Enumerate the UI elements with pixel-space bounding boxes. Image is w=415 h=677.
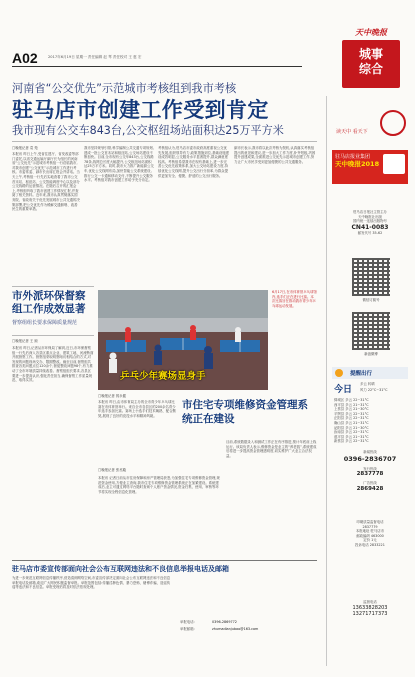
hotline-block [334, 450, 406, 492]
lead-headline: 驻马店市创建工作受到肯定 [12, 98, 269, 122]
notice-phone: 0396-2869772 [212, 620, 237, 624]
promo-badge [383, 154, 405, 174]
misc-line: 邮政编码 463000 [356, 533, 384, 538]
weather-row: 汝南县 多云 22~31°C [334, 430, 369, 435]
weather-sun-icon [335, 369, 343, 377]
notice-body: 为进一步规范互联网信息传播秩序,营造清朗网络空间,市委宣传部决定面向社会公布互联网违法和不良信息举报电话及邮箱,欢迎广大网民积极监督举报。举报范围包括:传播淫秽色情、暴力恐怖、赌博诈骗、造谣传谣等违法和不良信息。举报受理后将及时依法依规处理。 [12, 576, 171, 590]
supervision-phone: 13271717373 [352, 610, 388, 617]
qr-label-weibo: 新浪微博 [364, 352, 378, 356]
misc-line: 2837779 [362, 524, 378, 529]
weather-today: 今日 [334, 385, 353, 395]
notice-email: zhumadianjubao@163.com [212, 627, 259, 631]
section-title: 城事 综合 [358, 47, 383, 76]
weibo-qr-code [352, 312, 390, 350]
photo-side-caption: 6月17日,在市体育馆乒乓球馆内,选手们正在进行比赛。本次比赛旨在推动我市青少年乒乓球运动发展。 [272, 290, 317, 308]
weather-row: 驿城区 多云 22~31°C [334, 398, 369, 402]
weather-row: 正阳县 多云 22~31°C [334, 416, 369, 421]
weather-row: 泌阳县 多云 21~30°C [334, 425, 369, 430]
news-photo [98, 290, 268, 390]
photo-overlay-caption: 乒乓少年赛场显身手 [120, 371, 206, 382]
subscription-label: 发行热线 [363, 466, 377, 471]
hotline-number: 0396-2836707 [343, 454, 397, 463]
story3-headline: 市住宅专项维修资金管理系统正在建设 [182, 399, 308, 425]
lead-subheadline: 我市现有公交车843台,公交枢纽场站面积达25万平方米 [12, 124, 284, 137]
contact-line: 天中晚报社出版 [358, 214, 382, 219]
story3-body-col2: 目前,系统数据录入和测试工作正在有序推进,预计年底前上线运行。该局负责人表示,维修资金是业主的“养老钱”,系统建成后将进一步提高资金管理透明度,切实维护广大业主合法权益。 [226, 440, 317, 458]
promo-banner [332, 150, 408, 184]
wechat-qr-code [352, 258, 390, 296]
weather-condition: 多云 转晴 [360, 382, 375, 386]
weather-header [332, 367, 408, 379]
story3-body-col1: 本报讯 记者日前从市住房保障和房产管理局获悉,为加强住宅专项维修资金管理,规范资金使用,方便业主查询,我市住宅专项维修资金管理系统正在加紧建设。系统建成后,业主可通过网络平台随时查询个人账户资金情况,资金归集、使用、审核等环节将实现全程信息化管理。 [98, 476, 220, 494]
lead-kicker: 河南省“公交优先”示范城市考核组到我市考核 [12, 82, 237, 95]
promo-text: 驻马店报业集团 [335, 154, 371, 160]
hotline-label: 新闻热线 [363, 450, 377, 454]
bottom-rule [12, 560, 317, 561]
photo-byline: □晚报记者 郭永健 [98, 394, 127, 398]
paper-logo: 天中晚报 [355, 28, 387, 37]
supervision-block [334, 600, 406, 617]
story2-byline: □晚报记者 王 琼 [12, 339, 38, 343]
weather-row: 确山县 多云 21~31°C [334, 420, 369, 425]
weather-row: 平舆县 多云 22~31°C [334, 411, 369, 416]
lead-body-col1: 本报讯 昨日上午,受省住建厅、省发改委等部门委托,以省交通运输厅副厅长为组长的河南省“公交优先”示范城市考核组一行莅临我市,对我市创建“公交优先”示范城市工作进行考核。市委常委、副市长出席汇报会并讲话。当天上午,考核组一行先后实地查看了我市公交首末站、枢纽站、公交智能调度中心以及部分公交线路的运营情况。在随后召开的汇报会上,考核组听取了我市创建工作情况汇报,并查阅了相关资料。近年来,我市认真贯彻落实国务院、省政府关于优先发展城市公共交通的决策部署,把公交优先作为缓解交通拥堵、改善民生的重要举措。 [12, 152, 80, 212]
lead-body-col3: 考核组认为,驻马店市委市政府高度重视公交优先发展,组织领导有力,政策措施到位,基础设施建设成效明显,公交服务水平显著提升,群众满意度较高。考核组希望我市在现有基础上,进一步完善公交优先政策体系,加大公交场站建设力度,持续优化公交线网,提升公交出行分担率,为群众提供更加安全、便捷、舒适的公交出行服务。 [158, 146, 230, 178]
weather-table [334, 398, 406, 444]
contact-line: 国内统一连续出版物号 [353, 219, 387, 224]
weather-temp: 风力 22°C~31°C [360, 388, 388, 392]
lead-body-col2: 我市坚持规划引领,科学编制公共交通专项规划,建成一批公交首末站和枢纽站,公交场站建设不断加快。目前,全市现有公交车843台,公交线路78条,线网总长度大幅提升,公交枢纽场站面积达25万平方米。同时,我市大力推广新能源公交车,优化公交线网布局,加快智能公交系统建设,推行公交一卡通和移动支付,不断提升公交服务水平。考核组对我市创建工作给予充分肯定。 [84, 146, 154, 183]
story2-headline: 市外派环保督察组工作成效显著 [12, 290, 86, 315]
contact-block [334, 210, 406, 235]
lead-byline: □晚报记者 袁 苑 [12, 146, 38, 150]
supervision-label: 监督电话 [363, 600, 377, 604]
misc-line: 印刷质量监督电话 [356, 520, 384, 524]
contact-line: 驻马店日报社主管主办 [353, 210, 387, 214]
sidebar-divider [326, 96, 327, 666]
story2-body: 本报讯 昨日,记者从市环保局了解到,近日,市环保督察组一行先后深入各县区重点企业、建筑工地、河流断面开展督察工作。督察组采取明察暗访相结合的方式,对发现的问题现场交办、限期整改。截至目前,督察组共排查各类问题点位120余个,督促整改问题98个,有力推动了全市环境质量持续改善。督察组组长要求,各县区要进一步提高认识,强化责任担当,确保督察工作质量规范、取得实效。 [12, 346, 94, 383]
sidebar-slogan: 读天中 看天下 [336, 129, 368, 135]
subscription-phone: 2837778 [356, 471, 384, 478]
lead-body-col4: 副市长表示,我市将以此次考核为契机,认真落实考核组提出的意见和建议,进一步加大工作力度,补齐短板,巩固提升创建成果,全面推进公交优先示范城市创建工作,努力让广大市民享受到更加便捷的公共交通服务。 [234, 146, 316, 164]
photo-body: 本报讯 昨日,由市体育局主办的全市青少年乒乓球比赛在市体育馆举行。来自全市各县区的200余名青少年选手参加比赛。赛场上小选手们技术娴熟、配合默契,展现了良好的竞技水平和精神风貌。 [98, 400, 176, 418]
issn: CN41-0083 [351, 223, 389, 231]
page-number: A02 [12, 50, 38, 66]
notice-phone-label: 举报电话: [180, 620, 195, 624]
qr-label-wechat: 微信订阅号 [362, 298, 380, 302]
story3-byline: □晚报记者 张丞璇 [98, 468, 127, 472]
weather-title: 提醒出行 [350, 371, 373, 377]
ad-phone: 2869428 [356, 485, 384, 492]
weather-row: 上蔡县 多云 21~30°C [334, 407, 369, 412]
misc-line: 投诉电话 2833221 [355, 542, 385, 547]
misc-line: 本报地址 驻马店市 [355, 529, 385, 534]
notice-email-label: 举报邮箱: [180, 627, 195, 631]
weather-row: 遂平县 多云 21~31°C [334, 434, 369, 439]
supervision-phone: 13633828203 [352, 604, 388, 611]
misc-line: 定价 1元 [363, 538, 377, 543]
misc-block [334, 520, 406, 548]
weather-row: 新蔡县 多云 22~31°C [334, 439, 369, 444]
section-badge [342, 40, 400, 88]
contact-line: 邮发代号 35-62 [357, 230, 383, 235]
weather-row: 西平县 多云 21~31°C [334, 402, 369, 407]
notice-headline: 驻马店市委宣传部面向社会公布互联网违法和不良信息举报电话及邮箱 [12, 565, 229, 573]
header-rule [12, 66, 302, 67]
promo-big: 天中晚报2018 [335, 160, 380, 168]
sidebar-logo-mark [380, 110, 406, 136]
date-line: 2017年6月19日 星期一 责任编辑 赵 琴 责任校对 王 惠 宏 [48, 55, 142, 59]
story2-subheadline: 督察组组长要求保障质量规范 [12, 320, 78, 326]
ad-label: 广告热线 [363, 481, 377, 486]
